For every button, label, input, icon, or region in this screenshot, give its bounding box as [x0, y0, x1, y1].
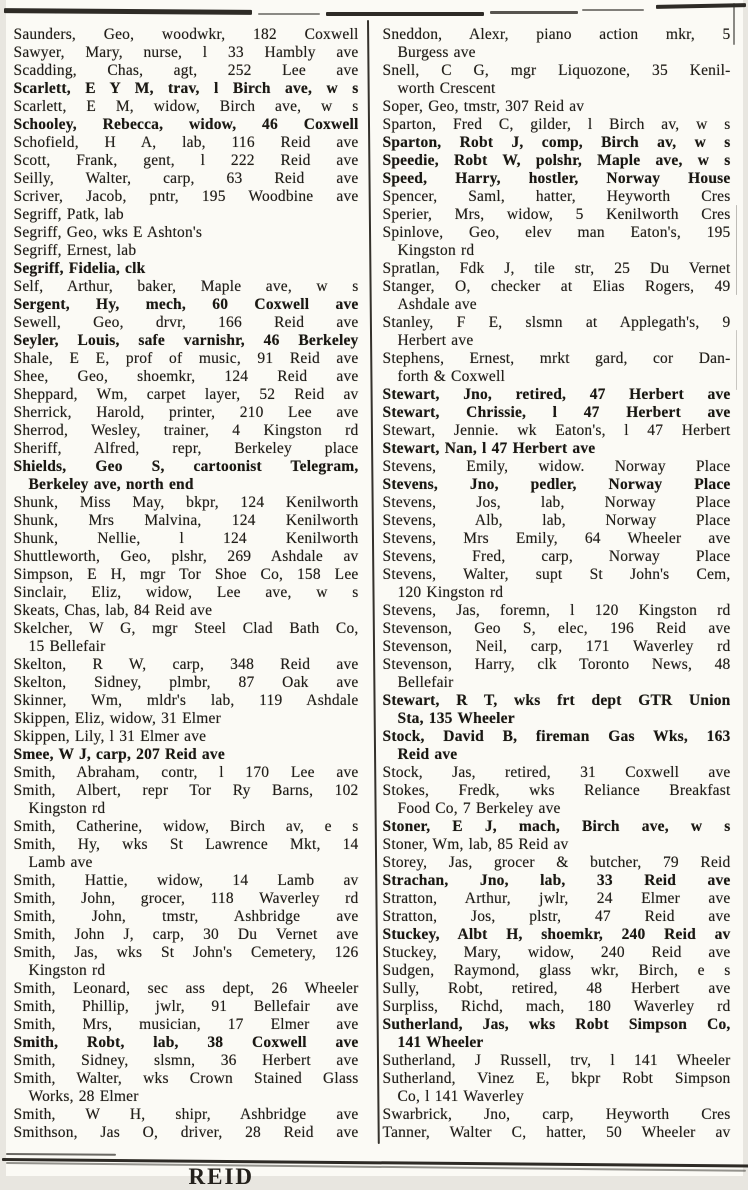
entry-line: Smith, John J, carp, 30 Du Vernet ave	[13, 926, 359, 943]
entry-line: Skinner, Wm, mldr's lab, 119 Ashdale	[13, 692, 359, 709]
entry-line: Snell, C G, mgr Liquozone, 35 Kenil-	[382, 62, 731, 79]
entry-line: Shields, Geo S, cartoonist Telegram,	[13, 458, 359, 475]
directory-entry	[383, 422, 731, 440]
entry-line: Smith, Mrs, musician, 17 Elmer ave	[13, 1016, 359, 1033]
directory-entry	[14, 980, 359, 998]
directory-entry	[14, 530, 359, 548]
entry-line: Soper, Geo, tmstr, 307 Reid av	[382, 98, 585, 115]
directory-entry	[383, 818, 731, 836]
entry-line: Stephens, Ernest, mrkt gard, cor Dan-	[382, 350, 731, 367]
directory-entry	[383, 890, 731, 908]
directory-entry	[383, 602, 731, 620]
directory-entry	[383, 26, 731, 62]
directory-entry	[14, 440, 359, 458]
entry-line: Seilly, Walter, carp, 63 Reid ave	[13, 170, 359, 187]
directory-entry	[14, 926, 359, 944]
page-right-edge-mark	[733, 3, 736, 45]
entry-line: Stevens, Jno, pedler, Norway Place	[382, 476, 731, 493]
directory-entry	[14, 404, 359, 422]
entry-line: forth & Coxwell	[397, 368, 505, 385]
entry-line: Sutherland, Vinez E, bkpr Robt Simpson	[382, 1070, 731, 1087]
directory-entry	[14, 62, 359, 80]
entry-line: Ashdale ave	[397, 296, 477, 313]
directory-entry	[383, 782, 731, 818]
entry-line: Sawyer, Mary, nurse, l 33 Hambly ave	[13, 44, 359, 61]
entry-line: Kingston rd	[397, 242, 475, 259]
directory-entry	[14, 494, 359, 512]
directory-entry	[14, 1034, 359, 1052]
directory-entry	[383, 530, 731, 548]
entry-line: Stevenson, Harry, clk Toronto News, 48	[382, 656, 731, 673]
directory-entry	[383, 278, 731, 314]
entry-line: Seyler, Louis, safe varnishr, 46 Berkeley	[13, 332, 359, 349]
directory-entry	[383, 1124, 731, 1142]
directory-entry	[383, 998, 731, 1016]
directory-entry	[14, 1106, 359, 1124]
directory-entry	[383, 926, 731, 944]
directory-entry	[383, 350, 731, 386]
page-top-border-segment	[326, 12, 484, 16]
entry-line: Kingston rd	[28, 962, 106, 979]
entry-line: Shunk, Mrs Malvina, 124 Kenilworth	[13, 512, 359, 529]
page-bottom-border-segment	[5, 1153, 115, 1156]
directory-entry	[383, 62, 731, 98]
directory-entry	[14, 944, 359, 980]
entry-line: Smith, Catherine, widow, Birch av, e s	[13, 818, 359, 835]
entry-line: Skelton, Sidney, plmbr, 87 Oak ave	[13, 674, 359, 691]
directory-entry	[14, 296, 359, 314]
directory-entry	[383, 764, 731, 782]
directory-entry	[383, 314, 731, 350]
entry-line: Berkeley ave, north end	[28, 476, 194, 493]
directory-entry	[383, 1016, 731, 1052]
entry-line: Sudgen, Raymond, glass wkr, Birch, e s	[382, 962, 731, 979]
entry-line: Stewart, Chrissie, l 47 Herbert ave	[382, 404, 731, 421]
directory-entry	[383, 980, 731, 998]
entry-line: Herbert ave	[397, 332, 474, 349]
directory-entry	[14, 1070, 359, 1106]
entry-line: Sperier, Mrs, widow, 5 Kenilworth Cres	[382, 206, 731, 223]
entry-line: Sparton, Fred C, gilder, l Birch av, w s	[382, 116, 731, 133]
entry-line: Stevens, Jas, foremn, l 120 Kingston rd	[382, 602, 731, 619]
entry-line: Stevens, Alb, lab, Norway Place	[382, 512, 731, 529]
entry-line: Stevens, Fred, carp, Norway Place	[382, 548, 731, 565]
directory-entry	[383, 134, 731, 152]
entry-line: Smith, Abraham, contr, l 170 Lee ave	[13, 764, 359, 781]
entry-line: Skippen, Lily, l 31 Elmer ave	[13, 728, 207, 745]
entry-line: Speedie, Robt W, polshr, Maple ave, w s	[382, 152, 731, 169]
entry-line: Stewart, Jennie. wk Eaton's, l 47 Herbert	[382, 422, 731, 439]
entry-line: Strachan, Jno, lab, 33 Reid ave	[382, 872, 731, 889]
entry-line: Stoner, Wm, lab, 85 Reid av	[382, 836, 569, 853]
directory-entry	[14, 260, 359, 278]
directory-entry	[383, 476, 731, 494]
directory-entry	[14, 908, 359, 926]
entry-line: Scarlett, E Y M, trav, l Birch ave, w s	[13, 80, 359, 97]
page-top-border-segment	[3, 8, 251, 15]
entry-line: Sherrod, Wesley, trainer, 4 Kingston rd	[13, 422, 359, 439]
clipped-footer-text: REID	[188, 1164, 255, 1189]
entry-line: Lamb ave	[28, 854, 93, 871]
directory-entry	[14, 728, 359, 746]
directory-entry	[383, 854, 731, 872]
entry-line: 141 Wheeler	[397, 1034, 484, 1051]
entry-line: 120 Kingston rd	[397, 584, 504, 601]
directory-entry	[383, 566, 731, 602]
directory-entry	[383, 656, 731, 692]
entry-line: Stevenson, Geo S, elec, 196 Reid ave	[382, 620, 731, 637]
directory-entry	[14, 332, 359, 350]
entry-line: Shunk, Miss May, bkpr, 124 Kenilworth	[13, 494, 359, 511]
directory-entry	[383, 1052, 731, 1070]
page-right-edge-mark	[736, 205, 738, 295]
directory-entry	[383, 116, 731, 134]
directory-entry	[383, 944, 731, 962]
entry-line: Sneddon, Alexr, piano action mkr, 5	[382, 26, 731, 43]
entry-line: Stoner, E J, mach, Birch ave, w s	[382, 818, 731, 835]
entry-line: Smith, Phillip, jwlr, 91 Bellefair ave	[13, 998, 359, 1015]
entry-line: Sergent, Hy, mech, 60 Coxwell ave	[13, 296, 359, 313]
entry-line: Skelton, R W, carp, 348 Reid ave	[13, 656, 359, 673]
entry-line: Stewart, R T, wks frt dept GTR Union	[382, 692, 731, 709]
directory-entry	[14, 692, 359, 710]
directory-entry	[14, 98, 359, 116]
directory-entry	[383, 548, 731, 566]
entry-line: Schofield, H A, lab, 116 Reid ave	[13, 134, 359, 151]
directory-entry	[14, 188, 359, 206]
entry-line: Smith, John, grocer, 118 Waverley rd	[13, 890, 359, 907]
directory-entry	[14, 566, 359, 584]
directory-entry	[14, 890, 359, 908]
entry-line: Saunders, Geo, woodwkr, 182 Coxwell	[13, 26, 359, 43]
entry-line: Swarbrick, Jno, carp, Heyworth Cres	[382, 1106, 731, 1123]
entry-line: Co, l 141 Waverley	[397, 1088, 524, 1105]
directory-entry	[383, 170, 731, 188]
entry-line: Burgess ave	[397, 44, 476, 61]
entry-line: Self, Arthur, baker, Maple ave, w s	[13, 278, 359, 295]
entry-line: Segriff, Ernest, lab	[13, 242, 137, 259]
directory-page	[6, 0, 743, 1189]
directory-entry	[383, 206, 731, 224]
entry-line: Shale, E E, prof of music, 91 Reid ave	[13, 350, 359, 367]
directory-entry	[383, 458, 731, 476]
entry-line: Stewart, Nan, l 47 Herbert ave	[382, 440, 596, 457]
directory-entry	[14, 116, 359, 134]
directory-entry	[383, 728, 731, 764]
entry-line: Stock, David B, fireman Gas Wks, 163	[382, 728, 731, 745]
entry-line: Skelcher, W G, mgr Steel Clad Bath Co,	[13, 620, 359, 637]
directory-entry	[14, 782, 359, 818]
entry-line: Smith, Albert, repr Tor Ry Barns, 102	[13, 782, 359, 799]
entry-line: Smith, Hattie, widow, 14 Lamb av	[13, 872, 359, 889]
page-top-border-segment	[258, 13, 320, 15]
directory-entry	[14, 368, 359, 386]
entry-line: Stratton, Jos, plstr, 47 Reid ave	[382, 908, 731, 925]
directory-entry	[14, 134, 359, 152]
directory-entry	[14, 512, 359, 530]
entry-line: Segriff, Geo, wks E Ashton's	[13, 224, 203, 241]
directory-entry	[14, 872, 359, 890]
entry-line: Tanner, Walter C, hatter, 50 Wheeler av	[382, 1124, 731, 1141]
entry-line: Reid ave	[397, 746, 458, 763]
directory-entry	[14, 620, 359, 656]
directory-entry	[14, 836, 359, 872]
page-right-edge-mark	[736, 330, 738, 390]
entry-line: Surpliss, Richd, mach, 180 Waverley rd	[382, 998, 731, 1015]
directory-entry	[383, 1106, 731, 1124]
entry-line: Sheriff, Alfred, repr, Berkeley place	[13, 440, 359, 457]
directory-entry	[14, 422, 359, 440]
entry-line: Spratlan, Fdk J, tile str, 25 Du Vernet	[382, 260, 731, 277]
entry-line: Stanley, F E, slsmn at Applegath's, 9	[382, 314, 731, 331]
directory-entry	[383, 620, 731, 638]
directory-entry	[14, 278, 359, 296]
directory-entry	[14, 710, 359, 728]
directory-entry	[383, 962, 731, 980]
entry-line: Smith, Leonard, sec ass dept, 26 Wheeler	[13, 980, 359, 997]
entry-line: Scriver, Jacob, pntr, 195 Woodbine ave	[13, 188, 359, 205]
entry-line: Schooley, Rebecca, widow, 46 Coxwell	[13, 116, 359, 133]
entry-line: Works, 28 Elmer	[28, 1088, 139, 1105]
directory-entry	[14, 152, 359, 170]
entry-line: 15 Bellefair	[28, 638, 106, 655]
entry-line: Stevens, Jos, lab, Norway Place	[382, 494, 731, 511]
directory-entry	[383, 188, 731, 206]
directory-entry	[14, 764, 359, 782]
directory-entry	[14, 656, 359, 674]
directory-entry	[14, 998, 359, 1016]
entry-line: Stuckey, Mary, widow, 240 Reid ave	[382, 944, 731, 961]
entry-line: Segriff, Fidelia, clk	[13, 260, 146, 277]
directory-column-left	[14, 26, 359, 1142]
entry-line: Bellefair	[397, 674, 454, 691]
entry-line: Smith, Robt, lab, 38 Coxwell ave	[13, 1034, 359, 1051]
directory-entry	[383, 872, 731, 890]
entry-line: Segriff, Patk, lab	[13, 206, 124, 223]
directory-entry	[383, 98, 731, 116]
entry-line: Stratton, Arthur, jwlr, 24 Elmer ave	[382, 890, 731, 907]
directory-column-right	[383, 26, 731, 1142]
entry-line: Smith, Walter, wks Crown Stained Glass	[13, 1070, 359, 1087]
directory-entry	[14, 26, 359, 44]
directory-entry	[14, 170, 359, 188]
directory-entry	[14, 746, 359, 764]
entry-line: Scarlett, E M, widow, Birch ave, w s	[13, 98, 359, 115]
entry-line: Stevens, Walter, supt St John's Cem,	[382, 566, 731, 583]
entry-line: Kingston rd	[28, 800, 106, 817]
directory-entry	[383, 404, 731, 422]
directory-entry	[14, 602, 359, 620]
directory-entry	[14, 674, 359, 692]
entry-line: Scadding, Chas, agt, 252 Lee ave	[13, 62, 359, 79]
entry-line: Storey, Jas, grocer & butcher, 79 Reid	[382, 854, 731, 871]
entry-line: Sparton, Robt J, comp, Birch av, w s	[382, 134, 731, 151]
entry-line: Scott, Frank, gent, l 222 Reid ave	[13, 152, 359, 169]
entry-line: Sheppard, Wm, carpet layer, 52 Reid av	[13, 386, 359, 403]
entry-line: Stevens, Mrs Emily, 64 Wheeler ave	[382, 530, 731, 547]
entry-line: Smithson, Jas O, driver, 28 Reid ave	[13, 1124, 359, 1141]
directory-entry	[14, 584, 359, 602]
entry-line: Sully, Robt, retired, 48 Herbert ave	[382, 980, 731, 997]
directory-entry	[383, 224, 731, 260]
entry-line: Stokes, Fredk, wks Reliance Breakfast	[382, 782, 731, 799]
entry-line: Stock, Jas, retired, 31 Coxwell ave	[382, 764, 731, 781]
entry-line: Spencer, Saml, hatter, Heyworth Cres	[382, 188, 731, 205]
directory-entry	[14, 1016, 359, 1034]
directory-entry	[14, 350, 359, 368]
directory-entry	[383, 908, 731, 926]
directory-entry	[14, 80, 359, 98]
directory-entry	[14, 548, 359, 566]
entry-line: Stevens, Emily, widow. Norway Place	[382, 458, 731, 475]
directory-entry	[14, 44, 359, 62]
entry-line: Smith, John, tmstr, Ashbridge ave	[13, 908, 359, 925]
directory-entry	[14, 314, 359, 332]
entry-line: Sutherland, Jas, wks Robt Simpson Co,	[382, 1016, 731, 1033]
entry-line: Skeats, Chas, lab, 84 Reid ave	[13, 602, 213, 619]
entry-line: Stewart, Jno, retired, 47 Herbert ave	[382, 386, 731, 403]
entry-line: Speed, Harry, hostler, Norway House	[382, 170, 731, 187]
directory-entry	[14, 386, 359, 404]
entry-line: Spinlove, Geo, elev man Eaton's, 195	[382, 224, 731, 241]
directory-entry	[14, 224, 359, 242]
directory-entry	[14, 1124, 359, 1142]
directory-entry	[383, 512, 731, 530]
entry-line: Sewell, Geo, drvr, 166 Reid ave	[13, 314, 359, 331]
directory-entry	[383, 638, 731, 656]
entry-line: Sinclair, Eliz, widow, Lee ave, w s	[13, 584, 359, 601]
entry-line: Smith, Jas, wks St John's Cemetery, 126	[13, 944, 359, 961]
entry-line: Smith, W H, shipr, Ashbridge ave	[13, 1106, 359, 1123]
entry-line: Smith, Sidney, slsmn, 36 Herbert ave	[13, 1052, 359, 1069]
entry-line: Smith, Hy, wks St Lawrence Mkt, 14	[13, 836, 359, 853]
entry-line: Stanger, O, checker at Elias Rogers, 49	[382, 278, 731, 295]
entry-line: Stevenson, Neil, carp, 171 Waverley rd	[382, 638, 731, 655]
entry-line: Skippen, Eliz, widow, 31 Elmer	[13, 710, 221, 727]
directory-entry	[383, 1070, 731, 1106]
entry-line: Sherrick, Harold, printer, 210 Lee ave	[13, 404, 359, 421]
directory-entry	[14, 458, 359, 494]
entry-line: worth Crescent	[397, 80, 496, 97]
entry-line: Shee, Geo, shoemkr, 124 Reid ave	[13, 368, 359, 385]
entry-line: Sta, 135 Wheeler	[397, 710, 515, 727]
directory-entry	[14, 206, 359, 224]
directory-entry	[383, 152, 731, 170]
page-top-border-segment	[490, 11, 578, 14]
directory-entry	[383, 692, 731, 728]
directory-entry	[383, 836, 731, 854]
directory-entry	[383, 260, 731, 278]
entry-line: Shunk, Nellie, l 124 Kenilworth	[13, 530, 359, 547]
directory-entry	[14, 242, 359, 260]
directory-entry	[14, 818, 359, 836]
directory-entry	[383, 440, 731, 458]
entry-line: Sutherland, J Russell, trv, l 141 Wheeler	[382, 1052, 731, 1069]
directory-entry	[14, 1052, 359, 1070]
column-divider-rule	[367, 20, 380, 1144]
entry-line: Smee, W J, carp, 207 Reid ave	[13, 746, 225, 763]
entry-line: Food Co, 7 Berkeley ave	[397, 800, 561, 817]
entry-line: Simpson, E H, mgr Tor Shoe Co, 158 Lee	[13, 566, 359, 583]
entry-line: Shuttleworth, Geo, plshr, 269 Ashdale av	[13, 548, 359, 565]
entry-line: Stuckey, Albt H, shoemkr, 240 Reid av	[382, 926, 731, 943]
directory-entry	[383, 494, 731, 512]
page-top-border-segment	[582, 9, 644, 11]
directory-entry	[383, 386, 731, 404]
